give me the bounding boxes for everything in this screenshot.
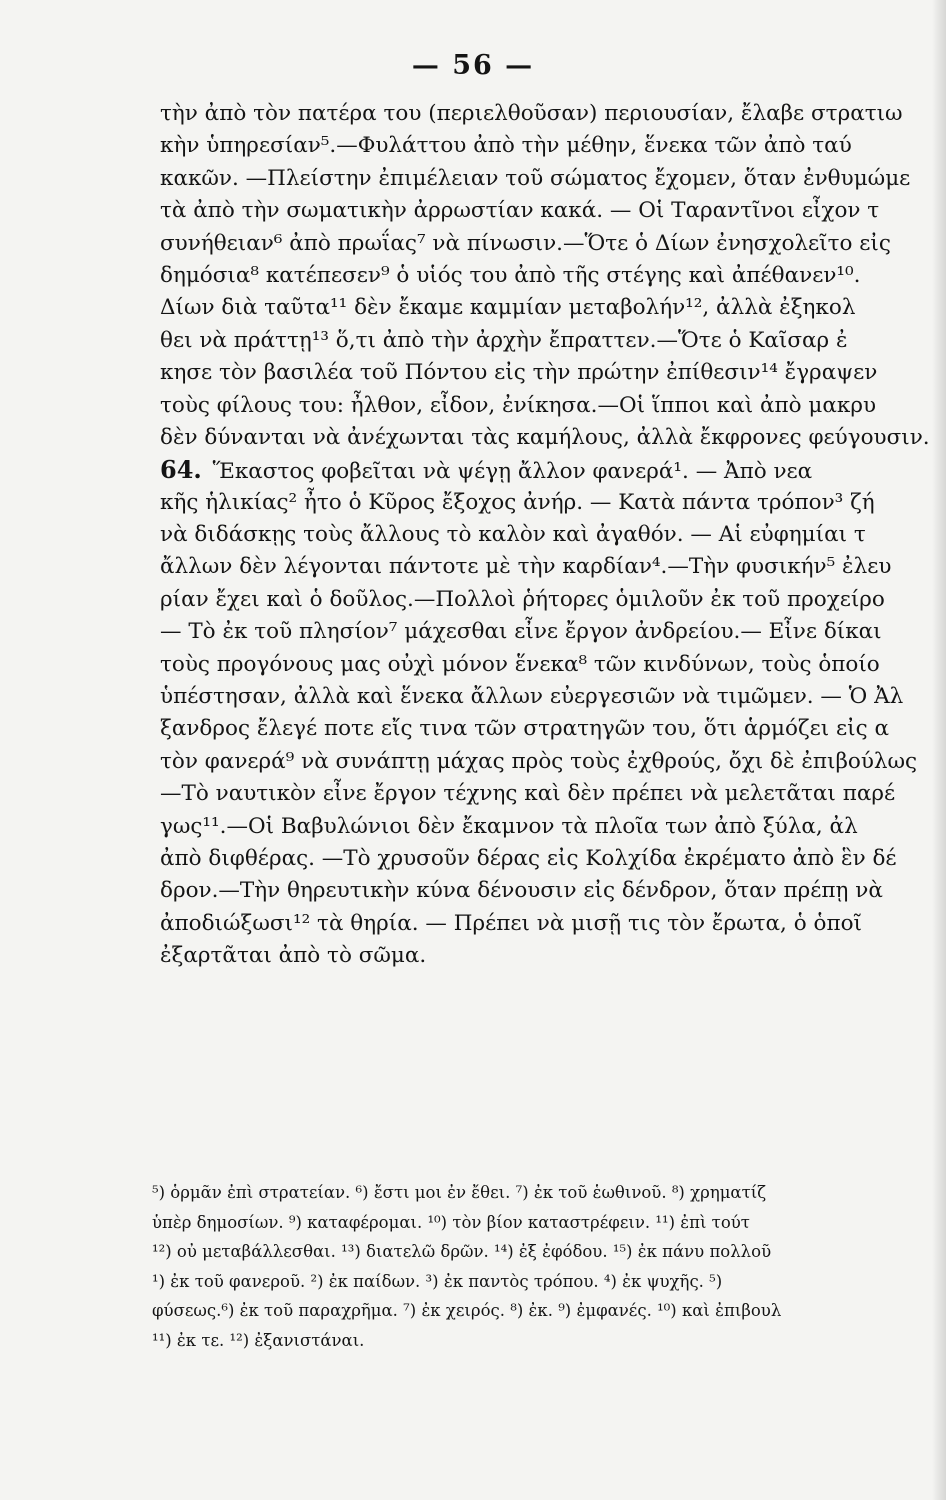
body-line: δρον.—Τὴν θηρευτικὴν κύνα δένουσιν εἰς δένδρον, ὅταν πρέπῃ νὰ — [160, 878, 883, 904]
body-line: δημόσια⁸ κατέπεσεν⁹ ὁ υἱός του ἀπὸ τῆς στέγης καὶ ἀπέθανεν¹⁰. — [160, 262, 861, 288]
body-line: κῆς ἡλικίας² ἦτο ὁ Κῦρος ἔξοχος ἀνήρ. — Κατὰ πάντα τρόπον³ ζή — [160, 489, 875, 515]
body-text — [160, 98, 932, 973]
body-line: τοὺς φίλους του: ἦλθον, εἶδον, ἐνίκησα.—Οἱ ἵπποι καὶ ἀπὸ μακρυ — [160, 392, 877, 418]
body-line: ρίαν ἔχει καὶ ὁ δοῦλος.—Πολλοὶ ῥήτορες ὁμιλοῦν ἐκ τοῦ προχείρο — [160, 586, 885, 612]
footnote-line: ⁵) ὁρμᾶν ἐπὶ στρατείαν. ⁶) ἔστι μοι ἐν ἔθει. ⁷) ἐκ τοῦ ἑωθινοῦ. ⁸) χρηματίζ — [152, 1183, 767, 1202]
body-line: συνήθειαν⁶ ἀπὸ πρωΐας⁷ νὰ πίνωσιν.—Ὅτε ὁ Δίων ἐνησχολεῖτο εἰς — [160, 230, 891, 256]
footnote-line: φύσεως.⁶) ἐκ τοῦ παραχρῆμα. ⁷) ἐκ χειρός. ⁸) ἐκ. ⁹) ἐμφανές. ¹⁰) καὶ ἐπιβουλ — [152, 1301, 782, 1320]
body-line: ὑπέστησαν, ἀλλὰ καὶ ἕνεκα ἄλλων εὐεργεσιῶν νὰ τιμῶμεν. — Ὁ Ἀλ — [160, 684, 904, 710]
footnote-line: ¹¹) ἐκ τε. ¹²) ἐξανιστάναι. — [152, 1330, 365, 1350]
body-line: ἐξαρτᾶται ἀπὸ τὸ σῶμα. — [160, 943, 427, 969]
body-line: τὴν ἀπὸ τὸν πατέρα του (περιελθοῦσαν) περιουσίαν, ἔλαβε στρατιω — [160, 101, 903, 126]
body-line: ἄλλων δὲν λέγονται πάντοτε μὲ τὴν καρδίαν⁴.—Τὴν φυσικήν⁵ ἐλευ — [160, 554, 892, 580]
body-line: κησε τὸν βασιλέα τοῦ Πόντου εἰς τὴν πρώτην ἐπίθεσιν¹⁴ ἔγραψεν — [160, 360, 878, 386]
body-line: ἀποδιώξωσι¹² τὰ θηρία. — Πρέπει νὰ μισῇ τις τὸν ἔρωτα, ὁ ὁποῖ — [160, 910, 862, 936]
body-line: δὲν δύνανται νὰ ἀνέχωνται τὰς καμήλους, ἀλλὰ ἔκφρονες φεύγουσιν. — [160, 424, 930, 450]
body-line: τοὺς προγόνους μας οὐχὶ μόνον ἕνεκα⁸ τῶν κινδύνων, τοὺς ὁποίο — [160, 651, 880, 677]
page-number: — 56 — — [411, 50, 535, 81]
body-line: γως¹¹.—Οἱ Βαβυλώνιοι δὲν ἔκαμνον τὰ πλοῖα των ἀπὸ ξύλα, ἀλ — [160, 813, 858, 839]
body-line: θει νὰ πράττῃ¹³ ὅ,τι ἀπὸ τὴν ἀρχὴν ἔπραττεν.—Ὅτε ὁ Καῖσαρ ἐ — [160, 327, 848, 353]
footnote-line: ¹) ἐκ τοῦ φανεροῦ. ²) ἐκ παίδων. ³) ἐκ παντὸς τρόπου. ⁴) ἐκ ψυχῆς. ⁵) — [152, 1271, 723, 1291]
footnotes — [152, 1178, 932, 1355]
body-line: κὴν ὑπηρεσίαν⁵.—Φυλάττου ἀπὸ τὴν μέθην, ἕνεκα τῶν ἀπὸ ταύ — [160, 133, 852, 159]
body-line-text: Ἕκαστος φοβεῖται νὰ ψέγῃ ἄλλον φανερά¹. — Ἀπὸ νεα — [212, 459, 813, 485]
page-gutter-shadow — [932, 0, 946, 1500]
footnote-line: ὑπὲρ δημοσίων. ⁹) καταφέρομαι. ¹⁰) τὸν βίον καταστρέφειν. ¹¹) ἐπὶ τούτ — [152, 1212, 750, 1232]
body-line: — Τὸ ἐκ τοῦ πλησίον⁷ μάχεσθαι εἶνε ἔργον ἀνδρείου.— Εἶνε δίκαι — [160, 619, 882, 645]
section-64-line — [160, 454, 932, 486]
body-line: τὸν φανερά⁹ νὰ συνάπτῃ μάχας πρὸς τοὺς ἐχθρούς, ὄχι δὲ ἐπιβούλως — [160, 748, 918, 774]
footnote-line: ¹²) οὐ μεταβάλλεσθαι. ¹³) διατελῶ δρῶν. ¹⁴) ἐξ ἐφόδου. ¹⁵) ἐκ πάνυ πολλοῦ — [152, 1242, 772, 1261]
body-line: νὰ διδάσκῃς τοὺς ἄλλους τὸ καλὸν καὶ ἀγαθόν. — Αἱ εὐφημίαι τ — [160, 522, 866, 548]
body-line: τὰ ἀπὸ τὴν σωματικὴν ἀρρωστίαν κακά. — Οἱ Ταραντῖνοι εἶχον τ — [160, 198, 880, 224]
body-line: Δίων διὰ ταῦτα¹¹ δὲν ἔκαμε καμμίαν μεταβολήν¹², ἀλλὰ ἐξηκολ — [160, 295, 856, 321]
body-line: —Τὸ ναυτικὸν εἶνε ἔργον τέχνης καὶ δὲν πρέπει νὰ μελετᾶται παρέ — [160, 781, 896, 807]
section-number: 64. — [160, 455, 202, 485]
body-line: ἀπὸ διφθέρας. —Τὸ χρυσοῦν δέρας εἰς Κολχίδα ἐκρέματο ἀπὸ ἓν δέ — [160, 845, 897, 871]
body-line: κακῶν. —Πλείστην ἐπιμέλειαν τοῦ σώματος ἔχομεν, ὅταν ἐνθυμώμε — [160, 165, 911, 191]
body-line: ξανδρος ἔλεγέ ποτε εἴς τινα τῶν στρατηγῶν του, ὅτι ἁρμόζει εἰς α — [160, 716, 889, 742]
